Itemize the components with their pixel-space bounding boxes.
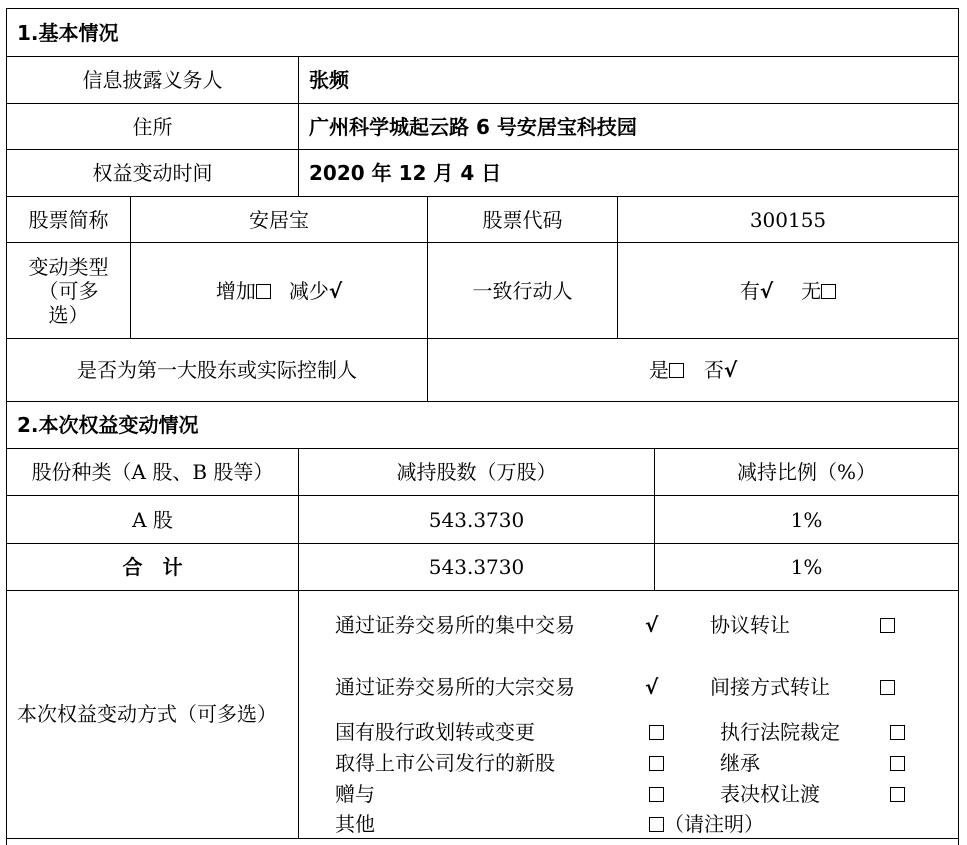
concert-yes-check-mark[interactable]: √ [759,278,774,303]
change-type-label-line3: 选） [48,302,89,327]
stock-code-value: 300155 [749,207,827,232]
method-other-note: （请注明） [664,812,764,836]
row-a-share-shares: 543.3730 [428,507,525,532]
stock-name-value: 安居宝 [249,207,309,232]
method-block-check-mark[interactable]: √ [645,675,659,699]
discloser-label: 信息披露义务人 [82,68,223,92]
decrease-check-mark[interactable]: √ [328,278,343,303]
change-time-value: 2020 年 12 月 4 日 [309,161,502,185]
method-label: 本次权益变动方式（可多选） [17,702,277,726]
method-voting-checkbox[interactable] [890,782,905,806]
controller-no-option[interactable] [704,358,737,382]
method-inherit-checkbox[interactable] [890,751,905,775]
method-voting-label: 表决权让渡 [720,782,820,806]
section-title-basic-info: 1.基本情况 [17,20,119,45]
row-a-share-kind: A 股 [132,507,173,532]
table-border-right [958,8,959,845]
increase-label: 增加 [215,278,256,303]
method-indirect-checkbox[interactable] [880,675,895,699]
increase-checkbox[interactable] [256,284,271,299]
method-gift-label: 赠与 [335,782,375,806]
address-label: 住所 [132,114,173,139]
concert-yes-label: 有 [739,278,760,303]
method-other-option[interactable] [649,812,764,836]
controller-yes-checkbox[interactable] [669,363,684,378]
concert-no-option[interactable] [801,279,836,303]
stock-code-label: 股票代码 [482,207,563,232]
concert-party-label: 一致行动人 [472,278,573,303]
method-state-owned-label: 国有股行政划转或变更 [335,720,535,744]
row-divider [6,838,959,839]
method-court-label: 执行法院裁定 [720,720,840,744]
discloser-value: 张频 [309,68,349,92]
change-type-options [131,243,427,338]
decrease-label: 减少 [288,278,329,303]
controller-yes-option[interactable] [649,358,684,382]
change-type-label-line1: 变动类型 [28,254,109,279]
stock-name-label: 股票简称 [28,207,109,232]
method-agreement-checkbox[interactable] [880,613,895,637]
total-label: 合 计 [122,555,183,579]
method-other-label: 其他 [335,812,375,836]
method-new-shares-label: 取得上市公司发行的新股 [335,751,555,775]
section-title-equity-change: 2.本次权益变动情况 [17,413,199,437]
method-gift-checkbox[interactable] [649,782,664,806]
header-shares-reduced: 减持股数（万股） [396,460,557,484]
change-type-label [7,243,130,338]
controller-no-label: 否 [703,358,724,382]
decrease-option[interactable] [289,279,342,303]
total-ratio: 1% [790,555,823,579]
concert-no-checkbox[interactable] [821,284,836,299]
controller-no-check-mark[interactable]: √ [723,358,738,382]
method-state-owned-checkbox[interactable] [649,720,664,744]
concert-party-options [618,243,958,338]
change-time-label: 权益变动时间 [92,161,213,185]
concert-yes-option[interactable] [740,279,773,303]
controller-yes-label: 是 [648,358,669,382]
total-shares: 543.3730 [428,555,525,579]
controller-question: 是否为第一大股东或实际控制人 [77,358,357,382]
concert-no-label: 无 [801,278,822,303]
method-centralized-check-mark[interactable]: √ [645,613,659,637]
increase-option[interactable] [216,279,271,303]
method-centralized-label: 通过证券交易所的集中交易 [335,613,575,637]
header-reduction-ratio: 减持比例（%） [736,460,876,484]
method-block-label: 通过证券交易所的大宗交易 [335,675,575,699]
controller-options [428,339,958,401]
method-indirect-label: 间接方式转让 [710,675,830,699]
header-share-kind: 股份种类（A 股、B 股等） [31,460,274,484]
method-inherit-label: 继承 [720,751,760,775]
method-court-checkbox[interactable] [890,720,905,744]
method-new-shares-checkbox[interactable] [649,751,664,775]
method-agreement-label: 协议转让 [710,613,790,637]
row-a-share-ratio: 1% [790,507,823,532]
address-value: 广州科学城起云路 6 号安居宝科技园 [309,114,637,139]
change-type-label-line2: （可多 [38,278,99,303]
method-other-checkbox[interactable] [649,817,664,832]
